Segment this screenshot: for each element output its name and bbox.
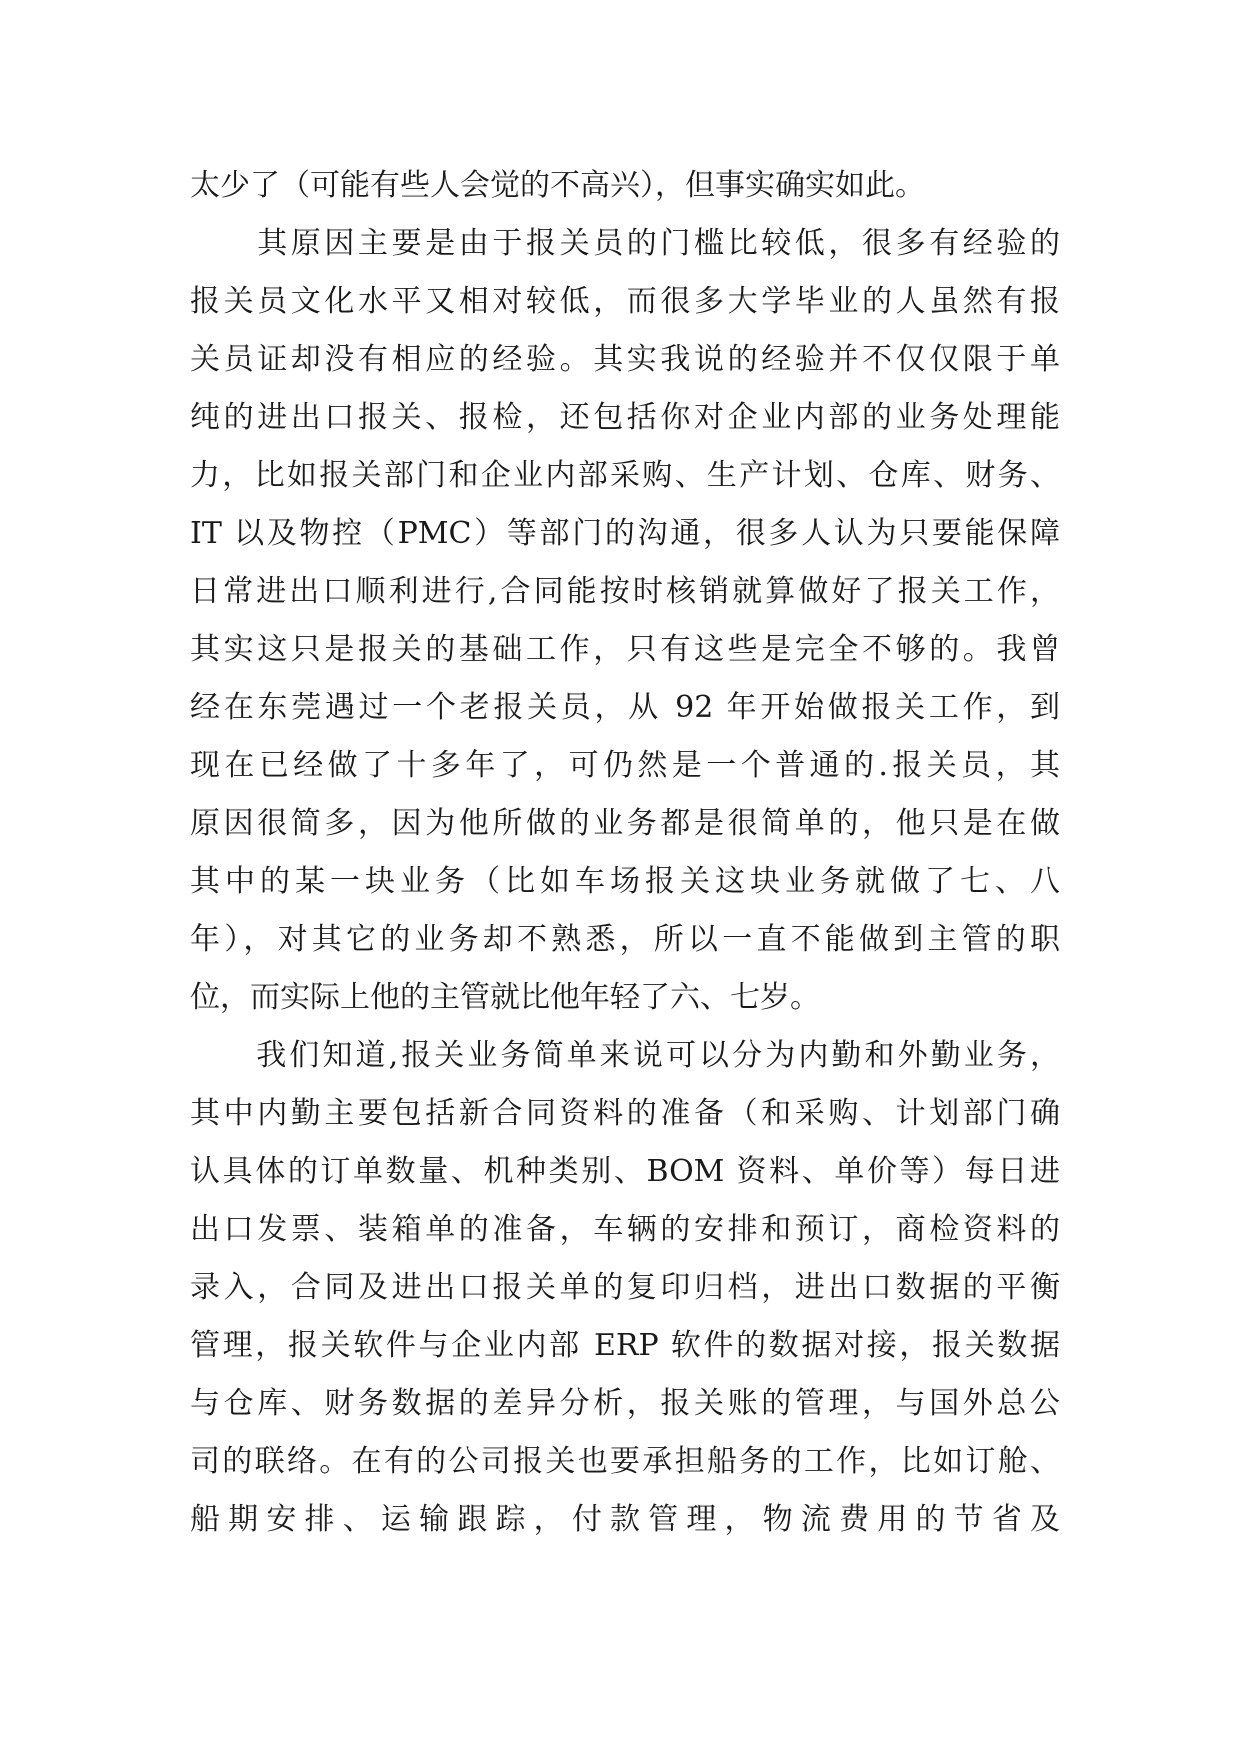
text-line: 太少了（可能有些人会觉的不高兴），但事实确实如此。 <box>190 168 925 203</box>
text-line: 位，而实际上他的主管就比他年轻了六、七岁。 <box>190 980 820 1015</box>
text-line: 录入，合同及进出口报关单的复印归档，进出口数据的平衡 <box>190 1270 1060 1305</box>
text-line: 报关员文化水平又相对较低，而很多大学毕业的人虽然有报 <box>190 284 1060 319</box>
text-line: 经在东莞遇过一个老报关员，从 92 年开始做报关工作，到 <box>190 690 1060 725</box>
text-line: 管理，报关软件与企业内部 ERP 软件的数据对接，报关数据 <box>190 1328 1060 1363</box>
text-line: 其中的某一块业务（比如车场报关这块业务就做了七、八 <box>190 864 1060 899</box>
text-line: IT 以及物控（PMC）等部门的沟通，很多人认为只要能保障 <box>190 516 1060 551</box>
text-line: 关员证却没有相应的经验。其实我说的经验并不仅仅限于单 <box>190 342 1060 377</box>
text-line: 其原因主要是由于报关员的门槛比较低，很多有经验的 <box>190 226 1060 261</box>
text-line: 认具体的订单数量、机种类别、BOM 资料、单价等）每日进 <box>190 1154 1060 1189</box>
text-line: 与仓库、财务数据的差异分析，报关账的管理，与国外总公 <box>190 1386 1060 1421</box>
text-line: 日常进出口顺利进行,合同能按时核销就算做好了报关工作， <box>190 574 1060 609</box>
text-line: 纯的进出口报关、报检，还包括你对企业内部的业务处理能 <box>190 400 1060 435</box>
text-line: 船期安排、运输跟踪，付款管理，物流费用的节省及 <box>190 1502 1060 1537</box>
text-line: 年），对其它的业务却不熟悉，所以一直不能做到主管的职 <box>190 922 1060 957</box>
text-line: 司的联络。在有的公司报关也要承担船务的工作，比如订舱、 <box>190 1444 1060 1479</box>
text-line: 原因很简多，因为他所做的业务都是很简单的，他只是在做 <box>190 806 1060 841</box>
body-text <box>190 157 1060 1549</box>
text-line: 其实这只是报关的基础工作，只有这些是完全不够的。我曾 <box>190 632 1060 667</box>
text-line: 其中内勤主要包括新合同资料的准备（和采购、计划部门确 <box>190 1096 1060 1131</box>
text-line: 我们知道,报关业务简单来说可以分为内勤和外勤业务， <box>190 1038 1060 1073</box>
text-line: 力，比如报关部门和企业内部采购、生产计划、仓库、财务、 <box>190 458 1060 493</box>
text-line: 现在已经做了十多年了，可仍然是一个普通的.报关员，其 <box>190 748 1060 783</box>
text-line: 出口发票、装箱单的准备，车辆的安排和预订，商检资料的 <box>190 1212 1060 1247</box>
